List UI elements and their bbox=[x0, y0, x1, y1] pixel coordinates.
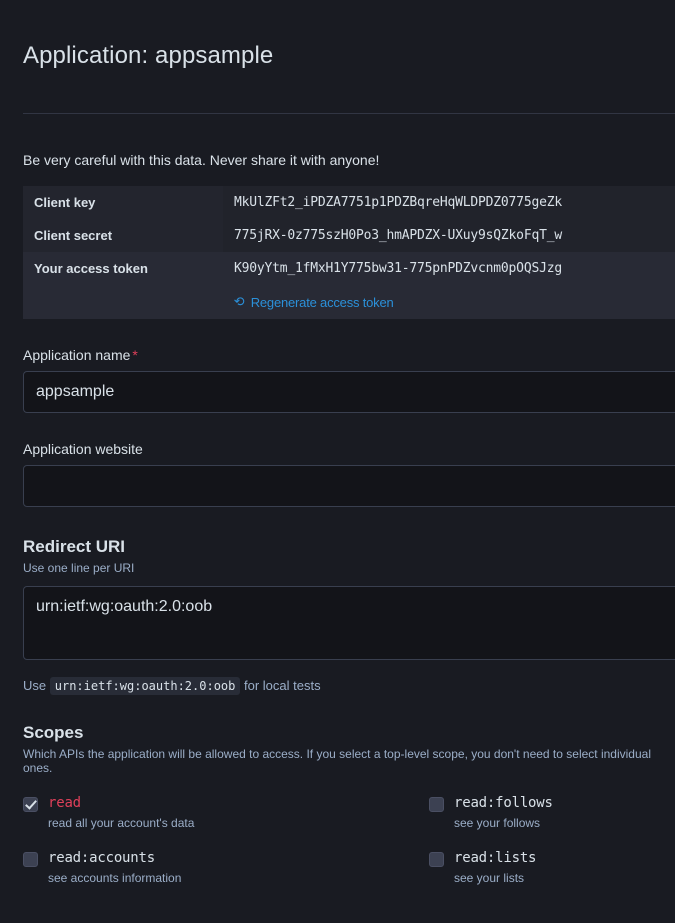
scope-name-read-accounts: read:accounts bbox=[48, 850, 155, 866]
redirect-note-code: urn:ietf:wg:oauth:2.0:oob bbox=[50, 677, 241, 695]
redirect-note-prefix: Use bbox=[23, 678, 47, 693]
scope-item-read-follows[interactable] bbox=[429, 795, 675, 830]
scope-text bbox=[454, 795, 553, 830]
scope-item-read-accounts[interactable] bbox=[23, 850, 429, 885]
credential-value-client-key[interactable]: MkUlZFt2_iPDZA7751p1PDZBqreHqWLDPDZ0775geZk bbox=[223, 186, 675, 219]
scope-item-read[interactable] bbox=[23, 795, 429, 830]
scopes-grid bbox=[23, 795, 675, 885]
page-title: Application: appsample bbox=[23, 42, 274, 69]
scope-desc-read: read all your account's data bbox=[48, 816, 195, 830]
regenerate-access-token-link[interactable] bbox=[234, 294, 394, 310]
credential-label-client-key: Client key bbox=[23, 186, 223, 219]
table-row bbox=[23, 186, 675, 219]
application-website-input[interactable] bbox=[23, 465, 675, 507]
credential-label-access-token: Your access token bbox=[23, 252, 223, 285]
scope-desc-read-follows: see your follows bbox=[454, 816, 541, 830]
regenerate-row-spacer bbox=[23, 285, 223, 319]
scope-item-read-lists[interactable] bbox=[429, 850, 675, 885]
redirect-uri-note bbox=[23, 678, 675, 693]
credential-label-client-secret: Client secret bbox=[23, 219, 223, 252]
scope-desc-read-lists: see your lists bbox=[454, 871, 525, 885]
scope-text bbox=[48, 850, 181, 885]
table-row bbox=[23, 219, 675, 252]
header-divider bbox=[23, 113, 675, 114]
application-name-label bbox=[23, 347, 675, 363]
credential-value-client-secret[interactable]: 775jRX-0z775szH0Po3_hmAPDZX-UXuy9sQZkoFqT_w bbox=[223, 219, 675, 252]
refresh-icon: ⟳ bbox=[234, 294, 245, 309]
redirect-uri-heading: Redirect URI bbox=[23, 537, 126, 556]
required-marker: * bbox=[132, 347, 138, 363]
scope-checkbox-read-follows[interactable] bbox=[429, 797, 444, 812]
scope-checkbox-read-lists[interactable] bbox=[429, 852, 444, 867]
application-name-input[interactable] bbox=[23, 371, 675, 413]
scope-name-read-follows: read:follows bbox=[454, 795, 553, 811]
credentials-table bbox=[23, 186, 675, 319]
redirect-note-suffix: for local tests bbox=[244, 678, 321, 693]
scopes-heading: Scopes bbox=[23, 723, 84, 742]
table-row bbox=[23, 252, 675, 285]
scope-name-read-lists: read:lists bbox=[454, 850, 537, 866]
credential-value-access-token[interactable]: K90yYtm_1fMxH1Y775bw31-775pnPDZvcnm0pOQSJzg bbox=[223, 252, 675, 285]
scope-text bbox=[48, 795, 194, 830]
regenerate-access-token-label: Regenerate access token bbox=[250, 294, 394, 310]
scope-desc-read-accounts: see accounts information bbox=[48, 871, 182, 885]
application-website-label: Application website bbox=[23, 441, 143, 457]
regenerate-cell bbox=[223, 285, 675, 319]
scopes-hint: Which APIs the application will be allowed to access. If you select a top-level scope, you don't need to select individual ones. bbox=[23, 747, 651, 775]
table-row bbox=[23, 285, 675, 319]
scope-text bbox=[454, 850, 536, 885]
scope-name-read: read bbox=[48, 795, 81, 811]
security-warning-text: Be very careful with this data. Never share it with anyone! bbox=[23, 152, 380, 168]
application-name-label-text: Application name bbox=[23, 347, 131, 363]
redirect-uri-hint: Use one line per URI bbox=[23, 561, 135, 575]
scope-checkbox-read-accounts[interactable] bbox=[23, 852, 38, 867]
scope-checkbox-read[interactable] bbox=[23, 797, 38, 812]
redirect-uri-textarea[interactable] bbox=[23, 586, 675, 660]
